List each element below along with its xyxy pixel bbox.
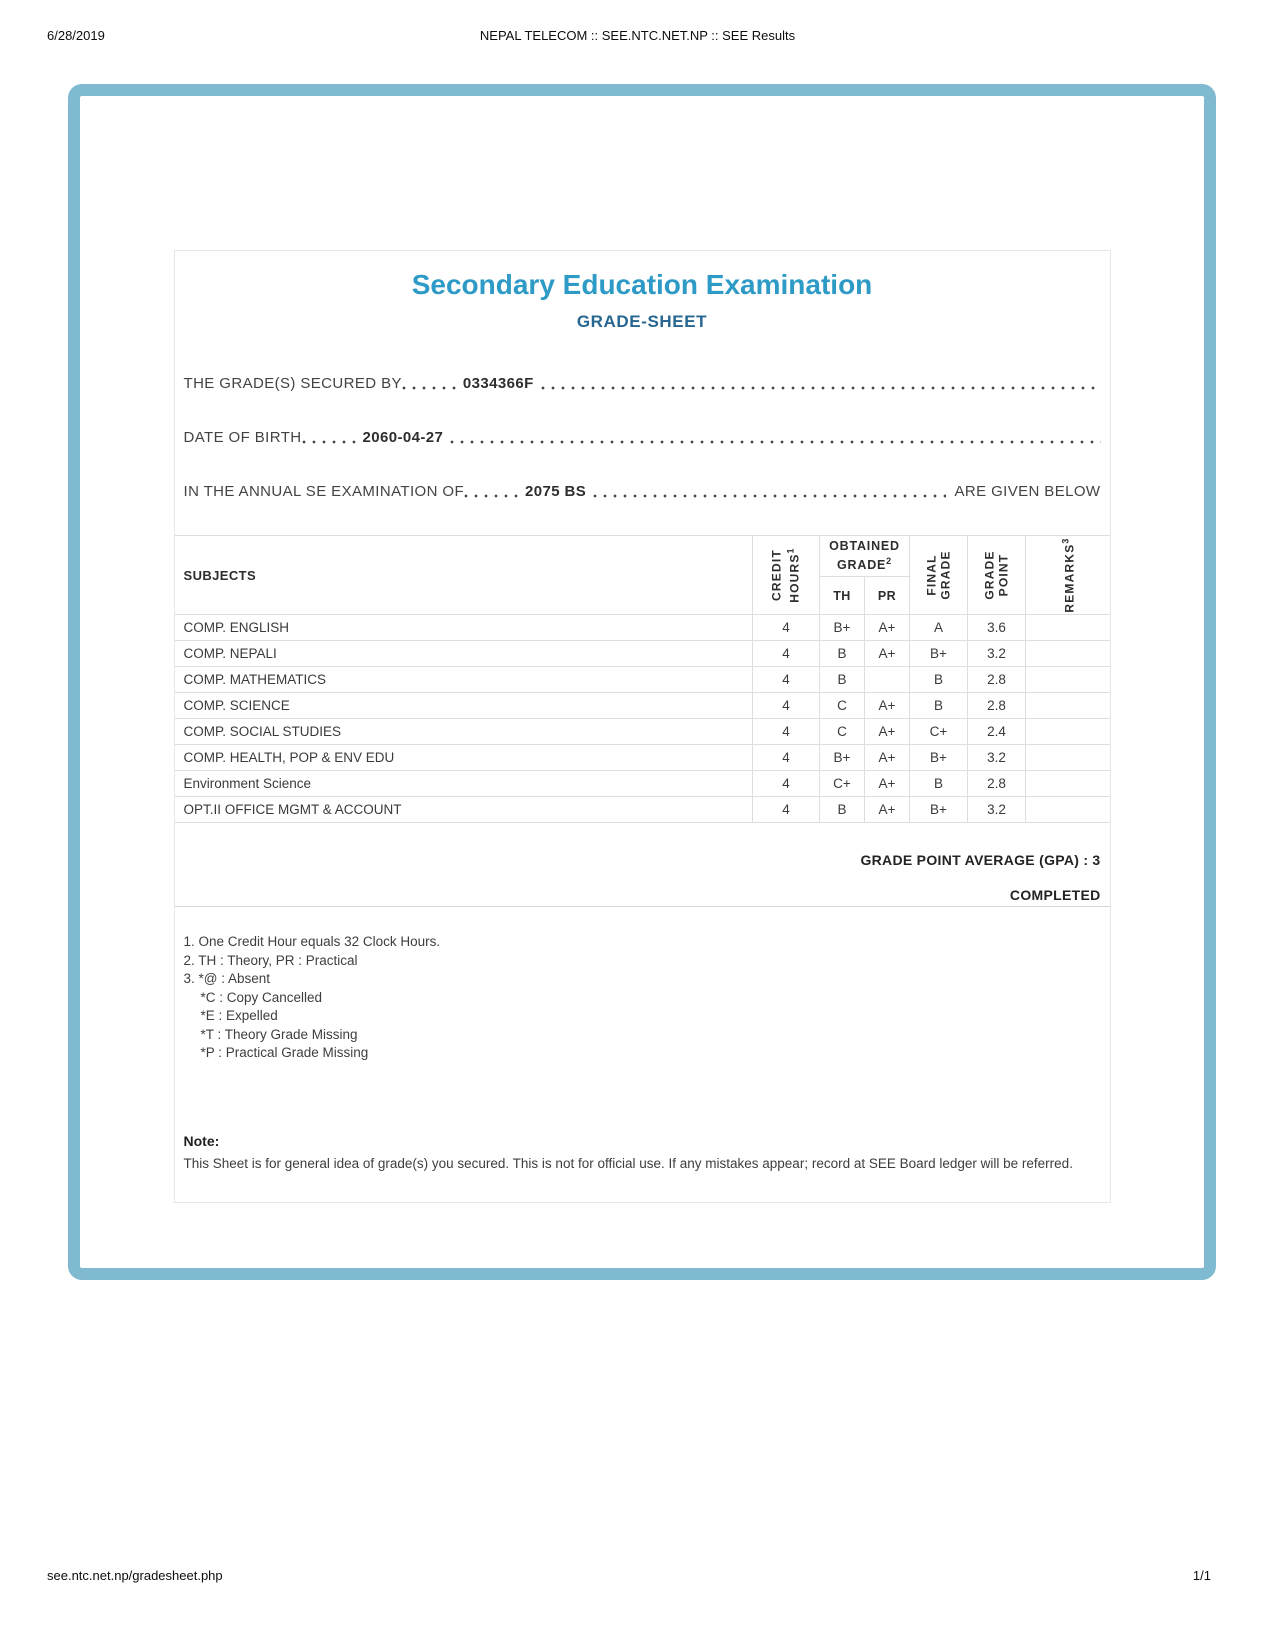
- grade-point-cell: 3.2: [968, 641, 1026, 667]
- info-label: IN THE ANNUAL SE EXAMINATION OF: [183, 482, 465, 500]
- footnote-line: 3. *@ : Absent: [183, 971, 271, 987]
- remarks-cell: [1026, 797, 1110, 823]
- dot-leader: [593, 481, 946, 501]
- grade-table-body: [175, 615, 1110, 823]
- table-row: [175, 693, 1110, 719]
- credit-cell: 4: [753, 615, 820, 641]
- credit-cell: 4: [753, 745, 820, 771]
- subject-cell: COMP. HEALTH, POP & ENV EDU: [175, 745, 753, 771]
- print-header-date: 6/28/2019: [47, 28, 105, 43]
- column-header-obtained-grade: [820, 536, 910, 577]
- theory-grade-cell: C+: [820, 771, 865, 797]
- practical-grade-cell: A+: [865, 719, 910, 745]
- footnote-line: 1. One Credit Hour equals 32 Clock Hours.: [183, 934, 441, 950]
- grade-table-header: [175, 536, 1110, 615]
- examination-year-value: 2075 BS: [525, 482, 587, 500]
- theory-grade-cell: B+: [820, 745, 865, 771]
- credit-cell: 4: [753, 693, 820, 719]
- column-header-theory: TH: [820, 577, 865, 615]
- dot-leader: [450, 427, 1100, 447]
- theory-grade-cell: B+: [820, 615, 865, 641]
- grade-point-cell: 2.8: [968, 771, 1026, 797]
- footnote-ref-3: 3: [1060, 537, 1070, 544]
- rotated-label: [983, 540, 1010, 610]
- subject-cell: OPT.II OFFICE MGMT & ACCOUNT: [175, 797, 753, 823]
- final-grade-cell: B: [910, 693, 968, 719]
- gpa-line: [184, 852, 1101, 868]
- subject-cell: COMP. ENGLISH: [175, 615, 753, 641]
- subject-cell: COMP. NEPALI: [175, 641, 753, 667]
- footnote-line: *P : Practical Grade Missing: [200, 1045, 369, 1061]
- info-line-examination: [184, 481, 1101, 501]
- subject-cell: COMP. SCIENCE: [175, 693, 753, 719]
- column-header-remarks: [1026, 536, 1110, 615]
- final-grade-cell: B+: [910, 745, 968, 771]
- grade-table: [175, 535, 1110, 823]
- theory-grade-cell: C: [820, 693, 865, 719]
- practical-grade-cell: A+: [865, 797, 910, 823]
- credit-cell: 4: [753, 667, 820, 693]
- subject-cell: Environment Science: [175, 771, 753, 797]
- grade-point-cell: 3.2: [968, 745, 1026, 771]
- info-label: DATE OF BIRTH: [183, 428, 302, 446]
- table-row: [175, 641, 1110, 667]
- table-row: [175, 719, 1110, 745]
- dot-leader: [464, 481, 518, 501]
- practical-grade-cell: A+: [865, 693, 910, 719]
- table-row: [175, 667, 1110, 693]
- rotated-label: [925, 540, 952, 610]
- footnote-ref-1: 1: [785, 547, 795, 554]
- info-suffix: ARE GIVEN BELOW: [954, 482, 1101, 500]
- column-header-practical: PR: [865, 577, 910, 615]
- credit-cell: 4: [753, 797, 820, 823]
- grade-sheet-card: [174, 250, 1111, 1203]
- dot-leader: [402, 373, 456, 393]
- footnote-line: *T : Theory Grade Missing: [200, 1026, 358, 1042]
- table-row: [175, 615, 1110, 641]
- remarks-cell: [1026, 667, 1110, 693]
- credit-cell: 4: [753, 719, 820, 745]
- result-summary: [175, 823, 1110, 907]
- table-row: [175, 771, 1110, 797]
- practical-grade-cell: [865, 667, 910, 693]
- date-of-birth-value: 2060-04-27: [362, 428, 444, 446]
- table-row: [175, 797, 1110, 823]
- grade-point-cell: 3.2: [968, 797, 1026, 823]
- subject-cell: COMP. SOCIAL STUDIES: [175, 719, 753, 745]
- practical-grade-cell: A+: [865, 615, 910, 641]
- final-grade-cell: B+: [910, 641, 968, 667]
- rotated-label: [1059, 537, 1077, 612]
- final-grade-cell: B: [910, 667, 968, 693]
- candidate-info: [184, 373, 1101, 501]
- remarks-cell: [1026, 693, 1110, 719]
- footnote-ref-2: 2: [886, 556, 892, 566]
- remarks-cell: [1026, 719, 1110, 745]
- column-header-final-grade: [910, 536, 968, 615]
- grade-point-cell: 2.4: [968, 719, 1026, 745]
- note-text: This Sheet is for general idea of grade(s) you secured. This is not for official use. If any mistakes appear; record at SEE Board ledger will be referred.: [183, 1155, 1073, 1171]
- blue-frame: [68, 84, 1216, 1280]
- grade-point-cell: 2.8: [968, 693, 1026, 719]
- rotated-label: [771, 540, 802, 610]
- page-subtitle: GRADE-SHEET: [576, 312, 708, 331]
- page-title: Secondary Education Examination: [411, 269, 873, 300]
- final-grade-cell: A: [910, 615, 968, 641]
- status-badge: COMPLETED: [1009, 887, 1101, 904]
- gpa-value: 3: [1092, 852, 1101, 869]
- final-grade-label: FINAL GRADE: [924, 550, 952, 600]
- footnote-line: *E : Expelled: [200, 1008, 278, 1024]
- note-section: [184, 1132, 1101, 1173]
- footnote-line: 2. TH : Theory, PR : Practical: [183, 952, 358, 968]
- remarks-cell: [1026, 615, 1110, 641]
- column-header-subjects: SUBJECTS: [175, 536, 753, 615]
- credit-cell: 4: [753, 641, 820, 667]
- final-grade-cell: C+: [910, 719, 968, 745]
- footnote-line: *C : Copy Cancelled: [200, 989, 323, 1005]
- info-label: THE GRADE(S) SECURED BY: [183, 374, 402, 392]
- practical-grade-cell: A+: [865, 771, 910, 797]
- footnotes: [175, 907, 1110, 1063]
- gpa-label: GRADE POINT AVERAGE (GPA) :: [860, 852, 1089, 869]
- remarks-cell: [1026, 771, 1110, 797]
- note-heading: Note:: [183, 1132, 220, 1149]
- credit-cell: 4: [753, 771, 820, 797]
- dot-leader: [302, 427, 356, 447]
- column-header-grade-point: [968, 536, 1026, 615]
- theory-grade-cell: C: [820, 719, 865, 745]
- print-footer-page-number: 1/1: [1192, 1568, 1211, 1583]
- credit-hours-label: CREDIT HOURS: [769, 549, 801, 603]
- final-grade-cell: B+: [910, 797, 968, 823]
- subject-cell: COMP. MATHEMATICS: [175, 667, 753, 693]
- table-row: [175, 745, 1110, 771]
- grade-point-cell: 3.6: [968, 615, 1026, 641]
- final-grade-cell: B: [910, 771, 968, 797]
- practical-grade-cell: A+: [865, 641, 910, 667]
- info-line-date-of-birth: [184, 427, 1101, 447]
- remarks-label: REMARKS: [1062, 543, 1076, 613]
- theory-grade-cell: B: [820, 641, 865, 667]
- grade-point-cell: 2.8: [968, 667, 1026, 693]
- print-header-title: NEPAL TELECOM :: SEE.NTC.NET.NP :: SEE Results: [479, 28, 796, 43]
- column-header-credit-hours: [753, 536, 820, 615]
- print-footer-url: see.ntc.net.np/gradesheet.php: [47, 1568, 223, 1583]
- remarks-cell: [1026, 641, 1110, 667]
- symbol-number-value: 0334366F: [462, 374, 534, 392]
- remarks-cell: [1026, 745, 1110, 771]
- theory-grade-cell: B: [820, 797, 865, 823]
- theory-grade-cell: B: [820, 667, 865, 693]
- grade-point-label: GRADE POINT: [982, 550, 1010, 600]
- practical-grade-cell: A+: [865, 745, 910, 771]
- dot-leader: [541, 373, 1101, 393]
- info-line-symbol-number: [184, 373, 1101, 393]
- obtained-grade-label: OBTAINED GRADE$^2$: [829, 539, 900, 573]
